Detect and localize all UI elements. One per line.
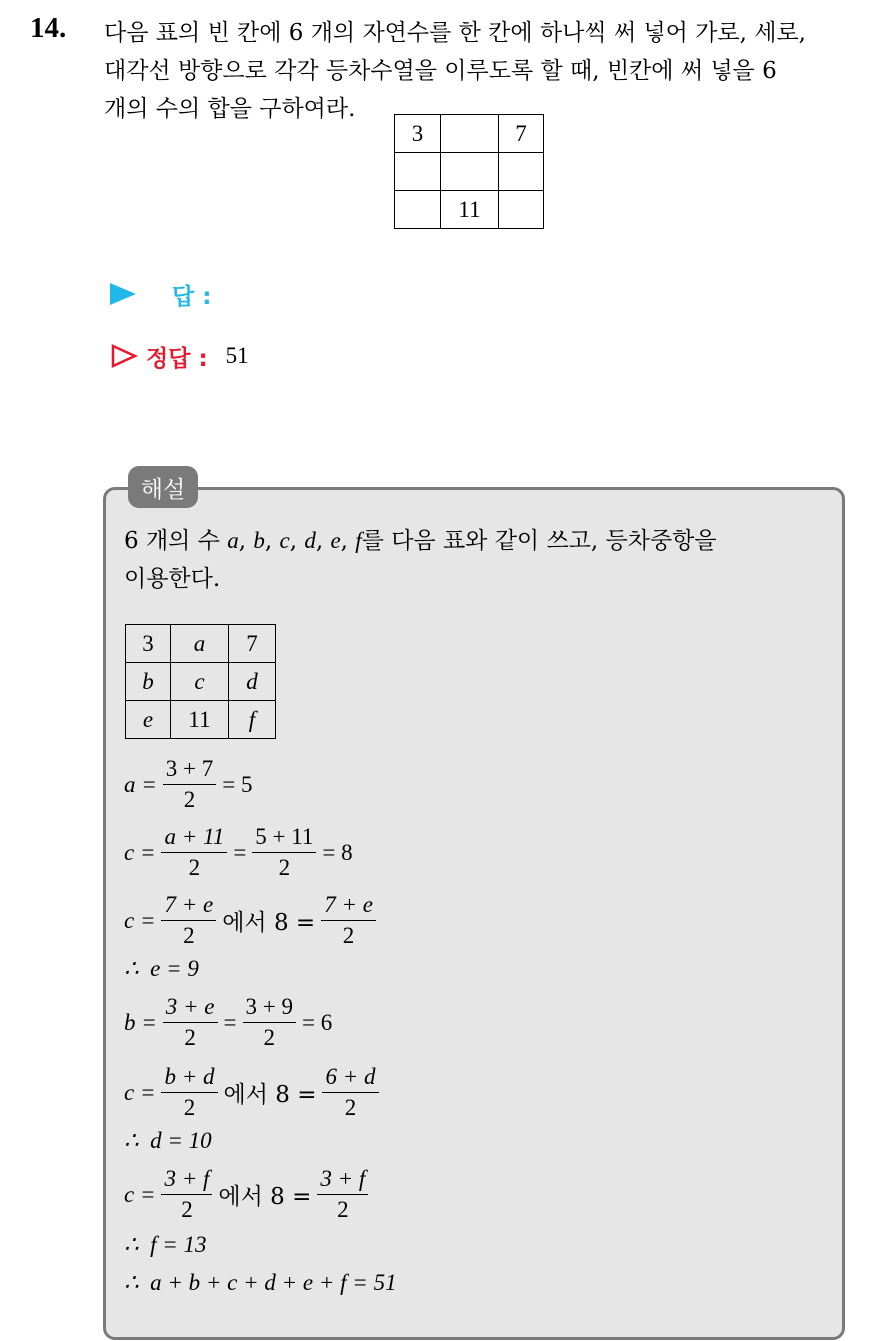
fraction-denominator: 2 <box>263 1025 275 1050</box>
fraction-denominator: 2 <box>183 1095 196 1120</box>
grid-cell: 3 <box>395 115 441 153</box>
grid-cell: d <box>229 663 276 701</box>
step-mid: = <box>223 1009 237 1035</box>
grid-cell: 11 <box>171 701 229 739</box>
solution-step-8 <box>124 1164 374 1225</box>
solution-step-2 <box>124 822 353 883</box>
solution-step-3 <box>124 890 382 951</box>
correct-answer-value: 51 <box>225 343 249 368</box>
fraction-denominator: 2 <box>278 855 291 880</box>
fraction-denominator: 2 <box>184 1025 196 1050</box>
question-line: 다음 표의 빈 칸에 6 개의 자연수를 한 칸에 하나씩 써 넣어 가로, 세로, <box>104 20 806 46</box>
step-rhs: = 6 <box>301 1009 333 1035</box>
step-lhs: c = <box>124 1079 156 1105</box>
fraction <box>163 754 216 815</box>
solution-step-5 <box>124 992 332 1053</box>
question-number: 14. <box>30 12 67 44</box>
fraction-denominator: 2 <box>183 923 195 948</box>
grid-cell: e <box>126 701 171 739</box>
step-mid: = <box>233 839 247 865</box>
step-lhs: c = <box>124 1181 156 1207</box>
grid-cell <box>395 153 441 191</box>
var-a: a <box>227 528 239 553</box>
correct-answer-row <box>110 338 249 374</box>
solution-step-7 <box>124 1128 212 1154</box>
grid-cell: f <box>229 701 276 739</box>
fraction <box>163 992 218 1053</box>
var-d: d <box>304 528 316 553</box>
fraction-numerator: 7 + e <box>161 890 216 921</box>
fraction <box>161 822 227 883</box>
solution-intro-line <box>124 522 834 560</box>
fraction-denominator: 2 <box>183 787 196 812</box>
fraction-numerator: 3 + e <box>163 992 218 1023</box>
step-mid: 에서 8 = <box>222 910 316 936</box>
answer-row <box>110 276 211 312</box>
text-run: 를 다음 표와 같이 쓰고, 등차중항을 <box>361 528 717 554</box>
step-mid: 에서 8 = <box>218 1184 312 1210</box>
grid-cell: 7 <box>499 115 544 153</box>
grid-cell: a <box>171 625 229 663</box>
fraction <box>161 1062 217 1123</box>
grid-cell: c <box>171 663 229 701</box>
grid-cell: 7 <box>229 625 276 663</box>
grid-cell <box>441 115 499 153</box>
step-lhs: c = <box>124 907 156 933</box>
text-run: 6 개의 수 <box>124 528 228 554</box>
step-lhs: c = <box>124 839 156 865</box>
solution-tab: 해설 <box>128 466 198 508</box>
fraction <box>243 992 296 1053</box>
step-rhs: = 8 <box>322 839 353 865</box>
text-run: , <box>340 528 356 554</box>
fraction-denominator: 2 <box>181 1197 193 1222</box>
grid-cell <box>499 191 544 229</box>
fraction <box>321 890 376 951</box>
text-run: , <box>289 528 305 554</box>
fraction-denominator: 2 <box>344 1095 357 1120</box>
question-line: 대각선 방향으로 각각 등차수열을 이루도록 할 때, 빈칸에 써 넣을 6 <box>104 58 777 84</box>
solution-step-1 <box>124 754 253 815</box>
var-b: b <box>253 528 265 553</box>
fraction <box>252 822 316 883</box>
step-lhs: b = <box>124 1009 157 1035</box>
var-f: f <box>355 528 362 553</box>
solution-step-10 <box>124 1270 397 1296</box>
text-run: , <box>238 528 254 554</box>
text-run: , <box>264 528 280 554</box>
fraction-numerator: 6 + d <box>322 1062 378 1093</box>
fraction <box>161 890 216 951</box>
grid-cell <box>441 153 499 191</box>
fraction-numerator: 5 + 11 <box>252 822 316 853</box>
fraction <box>322 1062 378 1123</box>
step-mid: 에서 8 = <box>223 1082 317 1108</box>
fraction <box>317 1164 368 1225</box>
answer-label: 답 : <box>172 283 212 310</box>
outline-arrow-icon <box>110 343 138 369</box>
solution-step-9 <box>124 1232 207 1258</box>
fraction-denominator: 2 <box>337 1197 349 1222</box>
fraction-numerator: 7 + e <box>321 890 376 921</box>
grid-cell <box>499 153 544 191</box>
question-text <box>104 14 864 128</box>
step-lhs: a = <box>124 771 157 797</box>
grid-cell <box>395 191 441 229</box>
solution-grid <box>125 624 276 739</box>
var-e: e <box>330 528 341 553</box>
solution-step-4 <box>124 956 199 982</box>
grid-cell: 3 <box>126 625 171 663</box>
fraction-numerator: 3 + f <box>161 1164 212 1195</box>
step-rhs: = 5 <box>222 771 253 797</box>
step-text: ∴ a + b + c + d + e + f = 51 <box>124 1270 397 1295</box>
fraction-denominator: 2 <box>188 855 201 880</box>
fraction-numerator: b + d <box>161 1062 217 1093</box>
fraction-denominator: 2 <box>342 923 355 948</box>
step-text: ∴ f = 13 <box>124 1232 207 1257</box>
text-run: , <box>315 528 331 554</box>
fraction-numerator: 3 + 9 <box>243 992 296 1023</box>
solution-intro-line: 이용한다. <box>124 566 221 592</box>
fraction-numerator: 3 + f <box>317 1164 368 1195</box>
step-text: ∴ e = 9 <box>124 956 199 981</box>
fraction-numerator: 3 + 7 <box>163 754 216 785</box>
step-text: ∴ d = 10 <box>124 1128 212 1153</box>
question-line: 개의 수의 합을 구하여라. <box>104 96 356 122</box>
grid-cell: 11 <box>441 191 499 229</box>
play-arrow-icon <box>110 283 136 305</box>
solution-step-6 <box>124 1062 385 1123</box>
fraction-numerator: a + 11 <box>161 822 227 853</box>
correct-answer-label: 정답 : <box>146 345 208 372</box>
grid-cell: b <box>126 663 171 701</box>
var-c: c <box>279 528 290 553</box>
solution-intro <box>124 522 834 598</box>
fraction <box>161 1164 212 1225</box>
question-grid <box>394 114 544 229</box>
